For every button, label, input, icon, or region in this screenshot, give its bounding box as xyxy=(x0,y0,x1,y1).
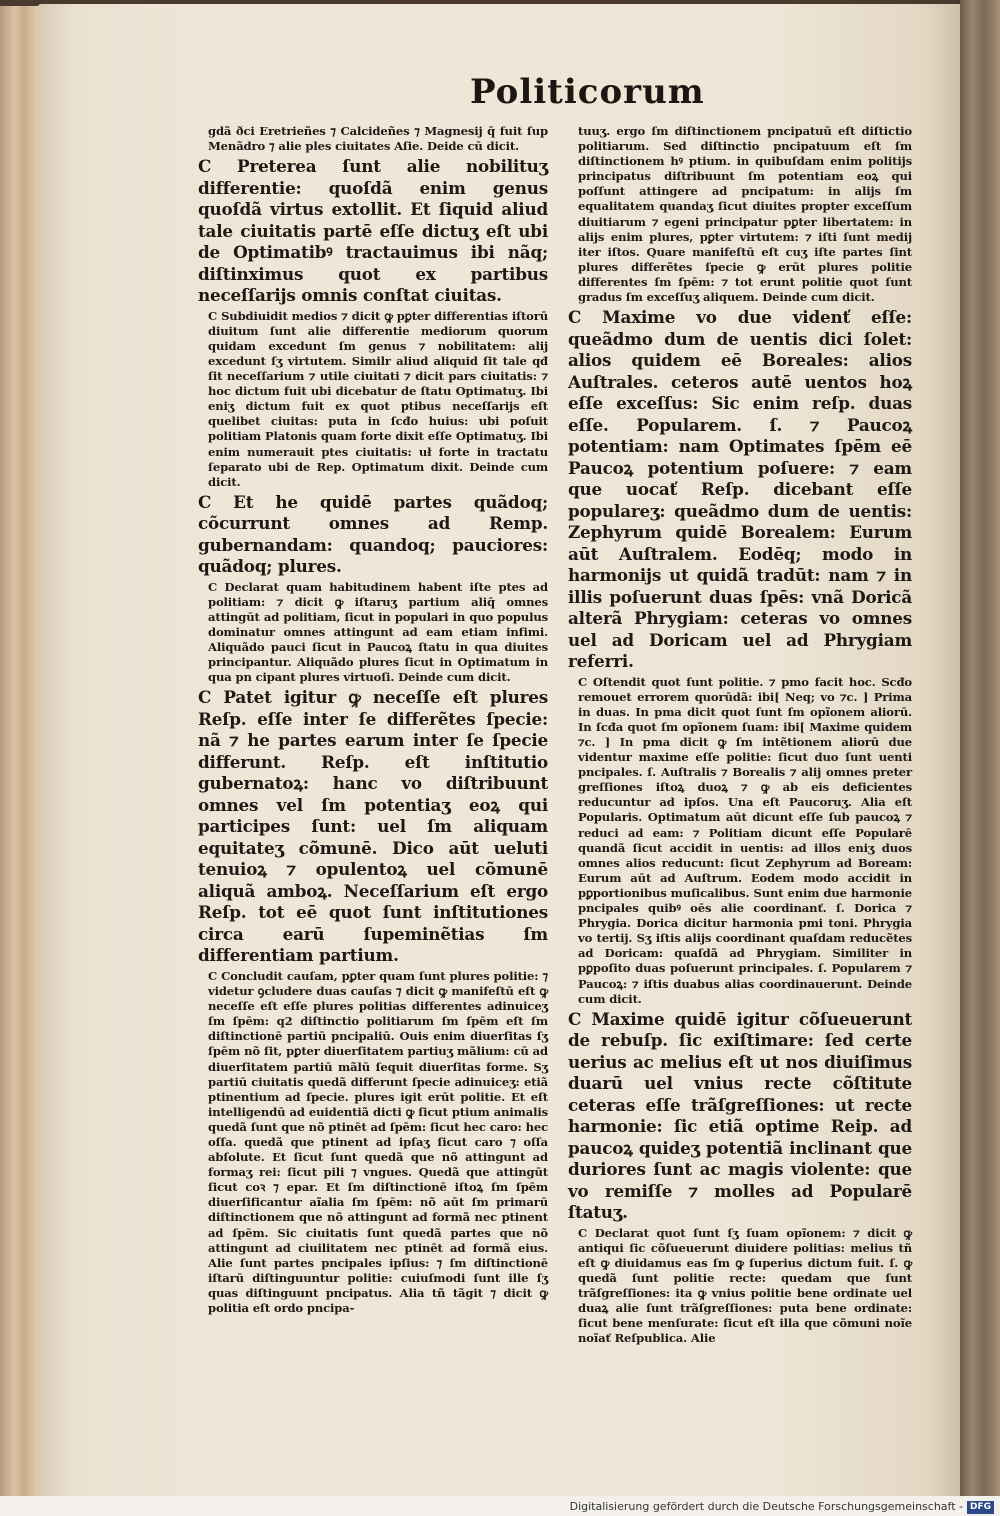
funding-footer xyxy=(560,1498,1000,1516)
main-text-paragraph: C Preterea ſunt alie nobilituʒ differentie: quoſdã enim genus quoſdã virtus extollit. Et ſiquid aliud tale ciuitatis partē eſſe dictuʒ eſt ubi de Optimatibꝰ tractauimus ibi nãq; diſtinximus quot ex partibus neceſſarijs omnis conſtat ciuitas. xyxy=(198,156,548,306)
commentary-paragraph: C Subdiuidit medios ⁊ dicit ꝙ pꝑter differentias iſtorū diuitum ſunt alie differentie mediorum quorum quidam excedunt ſm genus ⁊ nobilitatem: alij excedunt ſʒ virtutem. Similr aliud aliquid ſit tale qđ ſit neceſſarium ⁊ utile ciuitati ⁊ dicit pars ciuitatis: ⁊ hoc dictum fuit ubi dicebatur de ſtatu Optimatuʒ. Ibi eniʒ dictum fuit ex quot ptibus neceſſarijs eſt quelibet ciuitas: puta in ſcđo huius: ubi poſuit politiam Platonis quam forte dixit eſſe Optimatuʒ. Ibi enim numerauit ptes ciuitatis: uł forte in tractatu ſeparato ubi de Rep. Optimatum dixit. Deinde cum dicit. xyxy=(208,308,548,489)
commentary-paragraph: gdã ðci Eretrieñes ⁊ Calcideñes ⁊ Magnesij q̄ fuit ſup Menãdro ⁊ alie ples ciuitates Aſie. Deide cū dicit. xyxy=(208,124,548,154)
left-column xyxy=(198,124,548,1316)
page-stack-right xyxy=(960,0,1000,1496)
running-title: Politicorum xyxy=(470,72,705,112)
commentary-paragraph: tuuʒ. ergo ſm diſtinctionem pncipatuū eſt diſtictio politiarum. Sed diſtinctio pncipatuum eſt ſm diſtinctionem hꝰ ptium. in quibuſdam enim politijs principatus diſtribuunt ſm potentiam eoꝝ qui poſſunt attingere ad pncipatum: in alijs ſm equalitatem quandaʒ ſicut diuites propter exceſſum diuitiarum ⁊ egeni principatur pꝑter libertatem: in alijs enim plures, pꝑter virtutem: ⁊ iſti ſunt medij iter iſtos. Quare manifeſtū eſt cuʒ iſte partes ſint plures differẽtes ſpecie ꝙ erūt plures politie differentes ſm ſpēm: ⁊ tot erunt politie quot ſunt gradus ſm exceſſuʒ aliquem. Deinde cum dicit. xyxy=(578,124,912,305)
page-stack-left xyxy=(0,6,40,1496)
funding-note: Digitalisierung gefördert durch die Deutsche Forschungsgemeinschaft - xyxy=(569,1500,963,1513)
commentary-paragraph: C Declarat quot ſunt ſʒ ſuam opĩonem: ⁊ dicit ꝙ antiqui ſic cõſueuerunt diuidere politias: melius tñ eſt ꝙ diuidamus eas ſm ꝙ ſuperius dictum fuit. ſ. ꝙ quedã ſunt politie recte: quedam que ſunt trãſgreſſiones: ita ꝙ vnius politie bene ordinate uel duaꝝ alie ſunt trãſgreſſiones: puta bene ordinate: ſicut bene menſurate: ſicut eſt illa que cõmuni noĩe noĩať Reſpublica. Alie xyxy=(578,1225,912,1346)
main-text-paragraph: C Et he quidē partes quãdoq; cõcurrunt omnes ad Remp. gubernandam: quandoq; pauciores: quãdoq; plures. xyxy=(198,491,548,577)
commentary-paragraph: C Concludit cauſam, pꝑter quam ſunt plures politie: ⁊ videtur ꝯcludere duas cauſas ⁊ dicit ꝙ manifeſtū eſt ꝙ neceſſe eſt eſſe plures politias differentes adinuiceʒ ſm ſpēm: q2 diſtinctio politiarum ſm ſpēm eſt ſm diſtinctionē partiū pncipaliū. Ouis enim diuerſitas ſʒ ſpēm nõ ſit, pꝑter diuerſitatem partiuʒ mãlium: cū ad diuerſitatem partiū mãlū ſequit diuerſitas forme. Sʒ partiū ciuitatis quedã differunt ſpecie adinuiceʒ: etiã ptinentium ad ſpecie. plures igit erūt politie. Et eſt intelligendū ad euidentiã dicti ꝙ ſicut ptium animalis quedã ſunt que nõ ptinēt ad ſpēm: ſicut hec caro: hec oſſa. quedã que ptinent ad ipſaʒ ſicut caro ⁊ oſſa abſolute. Et ſicut ſunt quedã que nõ attingunt ad formaʒ rei: ſicut pili ⁊ vngues. Quedã que attingūt ſicut coꝛ ⁊ epar. Et ſm diſtinctionē iſtoꝝ ſm ſpēm diuerſificantur aĩalia ſm ſpēm: nõ aūt ſm primarū diſtinctionem que nõ attingunt ad formã nec ptinent ad ſpēm. Sic ciuitatis ſunt quedã partes que nõ attingunt ad ciuilitatem nec ptinēt ad formã eius. Alie ſunt partes pncipales ipſius: ⁊ ſm diſtinctionē iſtarū diſtinguuntur politie: cuiuſmodi ſunt ille ſʒ quas diſtinguunt pncipatus. Alia tñ tãgit ⁊ dicit ꝙ politia eſt ordo pncipa- xyxy=(208,968,548,1316)
main-text-paragraph: C Maxime quidē igitur cõſueuerunt de rebuſp. ſic exiſtimare: ſed certe uerius ac melius eſt ut nos diuiſimus duarū uel vnius recte cõſtitute ceteras eſſe trãſgreſſiones: ut recte harmonie: ſic etiã optime Reip. ad paucoꝝ quideʒ potentiã inclinant que duriores ſunt ac magis violente: que vo remiſſe ⁊ molles ad Popularē ſtatuʒ. xyxy=(568,1008,912,1223)
commentary-paragraph: C Declarat quam habitudinem habent iſte ptes ad politiam: ⁊ dicit ꝙ iſtaruʒ partium aliq̄ omnes attingūt ad politiam, ſicut in populari in quo populus dominatur omnes attingunt ad eam etiam infimi. Aliquãdo pauci ſicut in Paucoꝝ ſtatu in qua diuites principantur. Aliquãdo plures ſicut in Optimatum in qua pn cipant plures virtuoſi. Deinde cum dicit. xyxy=(208,579,548,685)
dfg-logo: DFG xyxy=(967,1501,994,1514)
main-text-paragraph: C Maxime vo due videnť eſſe: queãdmo dum de uentis dici ſolet: alios quidem eē Boreales: alios Auſtrales. ceteros autē uentos hoꝝ eſſe exceſſus: Sic enim reſp. duas eſſe. Popularem. ſ. ⁊ Paucoꝝ potentiam: nam Optimates ſpēm eē Paucoꝝ potentium poſuere: ⁊ eam que uocať Reſp. dicebant eſſe populareʒ: queãdmo dum de uentis: Zephyrum quidē Borealem: Eurum aūt Auſtralem. Eodēq; modo in harmonijs ut quidã tradūt: nam ⁊ in illis poſuerunt duas ſpēs: vnã Doricã alterã Phrygiam: ceteras vo omnes uel ad Doricam uel ad Phrygiam referri. xyxy=(568,307,912,672)
commentary-paragraph: C Oſtendit quot ſunt politie. ⁊ pmo facit hoc. Scđo remouet errorem quorūdã: ibi[ Neq; vo ⁊c. ] Prima in duas. In pma dicit quot ſunt ſm opĩonem aliorū. In ſcđa quot ſm opĩonem ſuam: ibi[ Maxime quidem ⁊c. ] In pma dicit ꝙ ſm intẽtionem aliorū due videntur maxime eſſe politie: ſicut duo ſunt uenti pncipales. ſ. Auſtralis ⁊ Borealis ⁊ alij omnes preter greſſiones iſtoꝝ duoꝝ ⁊ ꝙ ab eis deficientes reducuntur ad ipſos. Una eſt Paucoruʒ. Alia eſt Popularis. Optimatum aūt dicunt eſſe ſub paucoꝝ ⁊ reduci ad eam: ⁊ Politiam dicunt eſſe Popularē quandã ſicut accidit in uentis: ad illos eniʒ duos omnes alios reducunt: ſicut Zephyrum ad Boream: Eurum aūt ad Auſtrum. Eodem modo accidit in pꝑportionibus muſicalibus. Sunt enim due harmonie pncipales quibꝰ oēs alie coordinanť. ſ. Dorica ⁊ Phrygia. Dorica dicitur harmonia pmi toni. Phrygia vo tertij. Sʒ iſtis alijs coordinant quaſdam reducẽtes ad Doricam: quaſdã ad Phrygiam. Similiter in pꝑpoſito duas poſuerunt principales. ſ. Popularem ⁊ Paucoꝝ: ⁊ iſtis duabus alias coordinauerunt. Deinde cum dicit. xyxy=(578,674,912,1006)
right-column xyxy=(568,124,912,1346)
main-text-paragraph: C Patet igitur ꝙ neceſſe eſt plures Reſp. eſſe inter ſe differẽtes ſpecie: nã ⁊ he partes earum inter ſe ſpecie differunt. Reſp. eſt inſtitutio gubernatoꝝ: hanc vo diſtribuunt omnes vel ſm potentiaʒ eoꝝ qui participes ſunt: uel ſm aliquam equitateʒ cõmunē. Dico aūt ueluti tenuioꝝ ⁊ opulentoꝝ uel cõmunē aliquã amboꝝ. Neceſſarium eſt ergo Reſp. tot eē quot ſunt inſtitutiones circa earū ſupeminẽtias ſm differentiam partium. xyxy=(198,687,548,966)
